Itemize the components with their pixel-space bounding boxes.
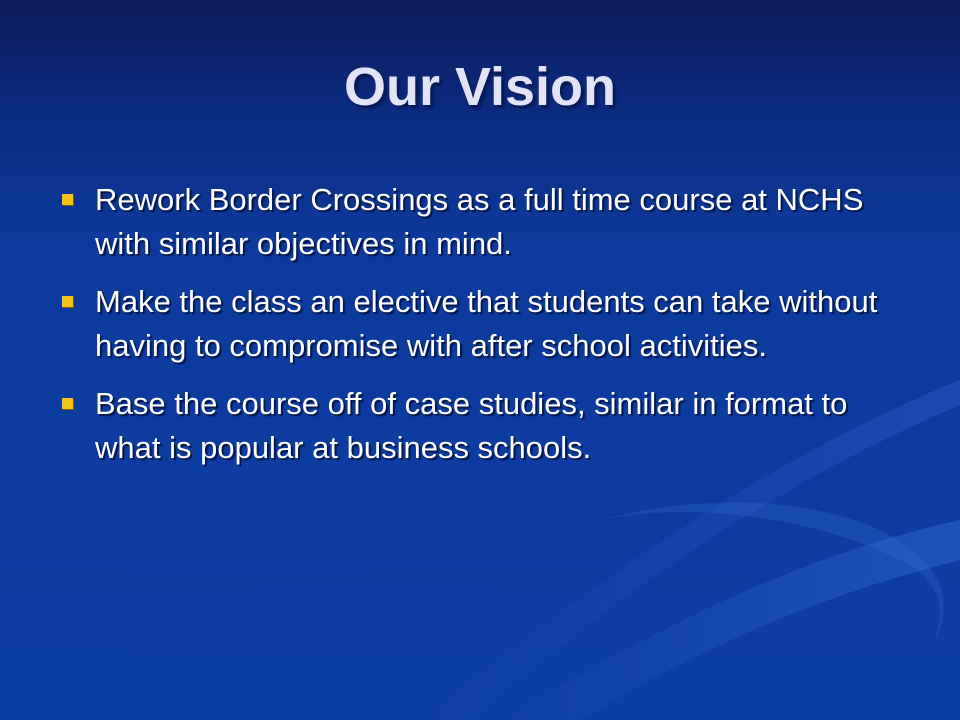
bullet-list xyxy=(62,178,882,484)
square-bullet-icon xyxy=(62,194,73,205)
slide-title: Our Vision xyxy=(343,57,617,117)
list-item xyxy=(62,280,882,368)
bullet-text: Rework Border Crossings as a full time course at NCHS with similar objectives in mind. xyxy=(95,182,864,261)
list-item xyxy=(62,178,882,266)
square-bullet-icon xyxy=(62,398,73,409)
list-item xyxy=(62,382,882,470)
bullet-text: Make the class an elective that students can take without having to compromise with after school activities. xyxy=(95,284,878,363)
square-bullet-icon xyxy=(62,296,73,307)
bullet-text: Base the course off of case studies, similar in format to what is popular at business schools. xyxy=(95,386,848,465)
